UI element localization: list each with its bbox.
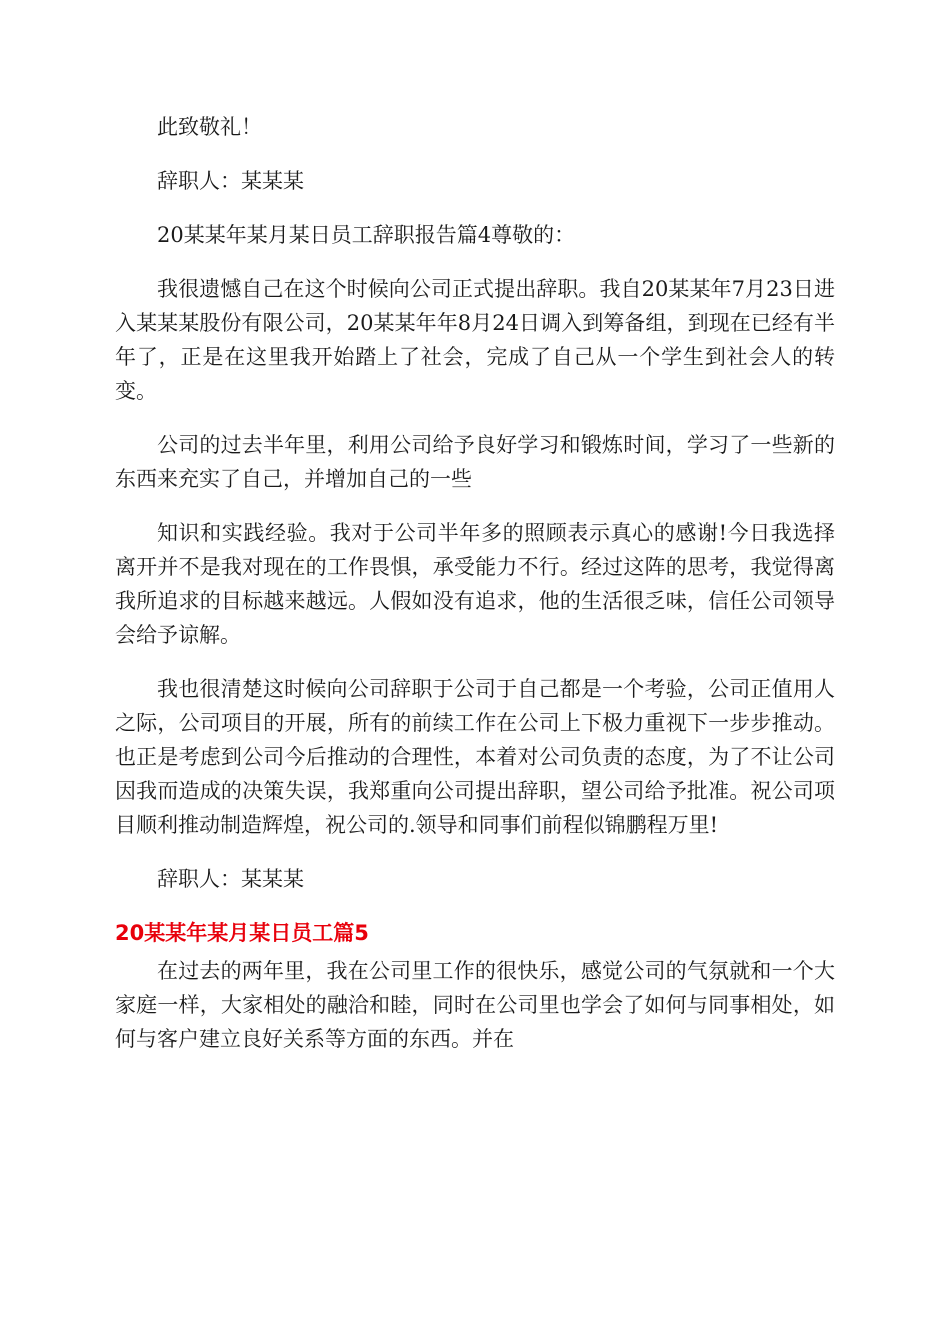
paragraph: 在过去的两年里，我在公司里工作的很快乐，感觉公司的气氛就和一个大家庭一样，大家相处的融洽和睦，同时在公司里也学会了如何与同事相处，如何与客户建立良好关系等方面的东西。并在 — [115, 959, 835, 1051]
paragraph: 公司的过去半年里，利用公司给予良好学习和锻炼时间，学习了一些新的东西来充实了自己，并增加自己的一些 — [115, 433, 835, 491]
closing-line: 此致敬礼！ — [157, 115, 262, 139]
document-body — [115, 110, 835, 1056]
paragraph: 我很遗憾自己在这个时候向公司正式提出辞职。我自20某某年7月23日进入某某某股份有限公司，20某某年年8月24日调入到筹备组，到现在已经有半年了，正是在这里我开始踏上了社会，完成了自己从一个学生到社会人的转变。 — [115, 277, 835, 403]
signature-line: 辞职人：某某某 — [157, 169, 304, 193]
paragraph: 知识和实践经验。我对于公司半年多的照顾表示真心的感谢!今日我选择离开并不是我对现在的工作畏惧，承受能力不行。经过这阵的思考，我觉得离我所追求的目标越来越远。人假如没有追求，他的生活很乏味，信任公司领导会给予谅解。 — [115, 521, 835, 647]
paragraph: 我也很清楚这时候向公司辞职于公司于自己都是一个考验，公司正值用人之际，公司项目的开展，所有的前续工作在公司上下极力重视下一步步推动。也正是考虑到公司今后推动的合理性，本着对公司负责的态度，为了不让公司因我而造成的决策失误，我郑重向公司提出辞职，望公司给予批准。祝公司项目顺利推动制造辉煌，祝公司的.领导和同事们前程似锦鹏程万里! — [115, 677, 835, 837]
section-heading: 20某某年某月某日员工篇5 — [115, 921, 369, 945]
signature-line: 辞职人：某某某 — [157, 867, 304, 891]
letter-title-line: 20某某年某月某日员工辞职报告篇4尊敬的： — [157, 223, 576, 247]
